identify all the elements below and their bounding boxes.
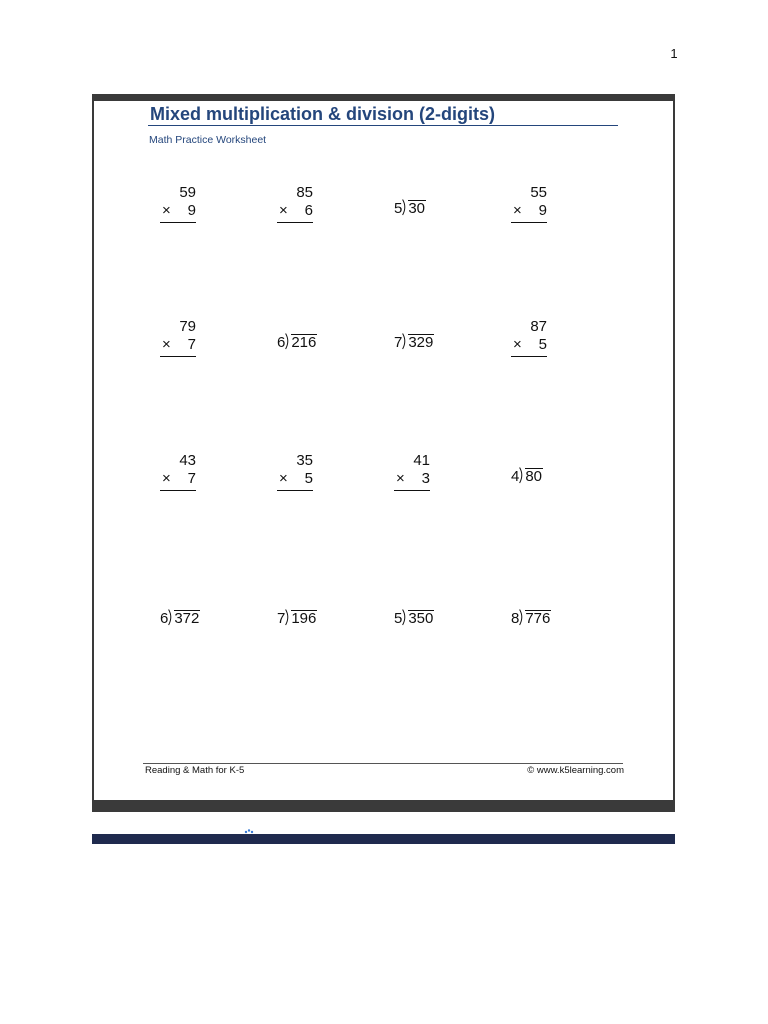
multiplier: 7 — [187, 470, 196, 487]
division-problem — [160, 609, 200, 629]
answer-line — [160, 356, 196, 357]
worksheet-subtitle: Math Practice Worksheet — [149, 134, 267, 146]
dividend: 329 — [408, 334, 434, 351]
answer-line — [277, 490, 313, 491]
multiply-sign: × — [513, 202, 522, 219]
multiplier: 5 — [538, 336, 547, 353]
divisor: 6 — [277, 334, 286, 351]
dividend: 776 — [525, 610, 551, 627]
multiplication-problem — [277, 184, 313, 223]
long-division-bracket — [285, 333, 291, 349]
page-right-border — [673, 94, 675, 812]
next-page-edge — [92, 812, 675, 834]
multiplicand: 79 — [179, 318, 196, 335]
division-problem — [394, 199, 426, 219]
answer-line — [511, 222, 547, 223]
divisor: 6 — [160, 610, 169, 627]
multiplier-line — [160, 336, 196, 354]
multiplier-line — [277, 470, 313, 488]
multiplier-line — [394, 470, 430, 488]
footer-website-text: © www.k5learning.com — [527, 765, 624, 776]
multiplicand: 85 — [296, 184, 313, 201]
long-division-bracket — [285, 609, 291, 625]
long-division-bracket — [168, 609, 174, 625]
multiplicand: 87 — [530, 318, 547, 335]
divisor: 7 — [277, 610, 286, 627]
divisor: 5 — [394, 610, 403, 627]
footer-brand-text: Reading & Math for K-5 — [145, 765, 245, 776]
multiplier: 9 — [538, 202, 547, 219]
division-problem — [277, 609, 317, 629]
division-problem — [511, 609, 551, 629]
multiply-sign: × — [396, 470, 405, 487]
multiplier: 7 — [187, 336, 196, 353]
page-number: 1 — [670, 46, 678, 61]
multiplier-line — [511, 202, 547, 220]
worksheet-title: Mixed multiplication & division (2-digits) — [150, 104, 496, 124]
footer-divider — [143, 763, 623, 764]
multiplier: 3 — [421, 470, 430, 487]
multiplication-problem — [277, 452, 313, 491]
divisor: 7 — [394, 334, 403, 351]
answer-line — [277, 222, 313, 223]
multiplicand: 35 — [296, 452, 313, 469]
answer-line — [160, 490, 196, 491]
multiplication-problem — [160, 184, 196, 223]
divisor: 8 — [511, 610, 520, 627]
multiply-sign: × — [162, 470, 171, 487]
dividend: 30 — [408, 200, 426, 217]
multiplier-line — [511, 336, 547, 354]
division-problem — [511, 467, 543, 487]
multiply-sign: × — [279, 202, 288, 219]
dividend: 80 — [525, 468, 543, 485]
multiplication-problem — [160, 452, 196, 491]
next-page-header-band — [92, 834, 675, 844]
title-underline — [148, 125, 618, 126]
division-problem — [394, 333, 434, 353]
answer-line — [160, 222, 196, 223]
multiplicand: 41 — [413, 452, 430, 469]
multiplication-problem — [511, 184, 547, 223]
dividend: 350 — [408, 610, 434, 627]
dividend: 372 — [174, 610, 200, 627]
answer-line — [511, 356, 547, 357]
multiplier: 9 — [187, 202, 196, 219]
multiplier-line — [160, 470, 196, 488]
worksheet-page — [92, 94, 675, 844]
long-division-bracket — [402, 609, 408, 625]
page-left-border — [92, 94, 94, 812]
multiply-sign: × — [162, 336, 171, 353]
multiplicand: 55 — [530, 184, 547, 201]
long-division-bracket — [402, 199, 408, 215]
multiplicand: 43 — [179, 452, 196, 469]
dividend: 216 — [291, 334, 317, 351]
answer-line — [394, 490, 430, 491]
multiplication-problem — [160, 318, 196, 357]
page-top-border — [92, 94, 675, 101]
multiplier: 6 — [304, 202, 313, 219]
division-problem — [277, 333, 317, 353]
long-division-bracket — [519, 609, 525, 625]
page-bottom-border — [92, 800, 675, 812]
division-problem — [394, 609, 434, 629]
multiplication-problem — [511, 318, 547, 357]
long-division-bracket — [402, 333, 408, 349]
multiply-sign: × — [279, 470, 288, 487]
multiply-sign: × — [513, 336, 522, 353]
multiplier-line — [277, 202, 313, 220]
multiplier: 5 — [304, 470, 313, 487]
divisor: 4 — [511, 468, 520, 485]
dividend: 196 — [291, 610, 317, 627]
divisor: 5 — [394, 200, 403, 217]
long-division-bracket — [519, 467, 525, 483]
multiplication-problem — [394, 452, 430, 491]
multiplicand: 59 — [179, 184, 196, 201]
multiplier-line — [160, 202, 196, 220]
multiply-sign: × — [162, 202, 171, 219]
